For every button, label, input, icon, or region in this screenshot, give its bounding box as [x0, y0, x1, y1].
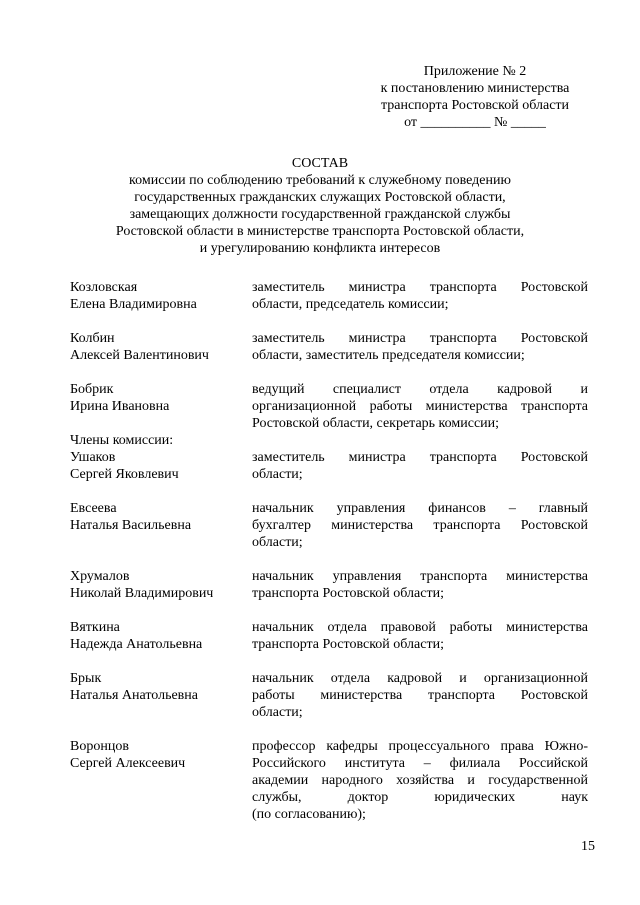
appendix-ministry: транспорта Ростовской области	[380, 98, 570, 113]
role-line: области;	[252, 705, 303, 720]
role-line: области;	[252, 467, 303, 482]
role-line: Ростовской области, секретарь комиссии;	[252, 416, 500, 431]
member-row	[70, 670, 588, 721]
role-line: организационной работы министерства транспорта	[252, 399, 588, 414]
member-role	[252, 619, 588, 653]
member-row	[70, 330, 588, 364]
member-given-names: Надежда Анатольевна	[70, 637, 203, 652]
member-surname: Воронцов	[70, 739, 129, 754]
member-surname: Вяткина	[70, 620, 120, 635]
title-line: Ростовской области в министерстве транспорта Ростовской области,	[115, 224, 525, 239]
member-row	[70, 738, 588, 823]
role-line: профессор кафедры процессуального права Южно-	[252, 739, 588, 754]
member-name	[70, 670, 252, 721]
member-given-names: Сергей Алексеевич	[70, 756, 186, 771]
member-given-names: Ирина Ивановна	[70, 399, 170, 414]
role-line: работы министерства транспорта Ростовской	[252, 688, 588, 703]
member-given-names: Алексей Валентинович	[70, 348, 209, 363]
member-role	[252, 670, 588, 721]
member-role	[252, 568, 588, 602]
member-name	[70, 381, 252, 432]
role-line: начальник отдела кадровой и организационной	[252, 671, 588, 686]
member-name	[70, 449, 252, 483]
member-surname: Бобрик	[70, 382, 114, 397]
member-row	[70, 500, 588, 551]
title-line: государственных гражданских служащих Ростовской области,	[134, 190, 506, 205]
role-line: ведущий специалист отдела кадровой и	[252, 382, 588, 397]
appendix-date-number: от __________ № _____	[404, 115, 546, 130]
member-role	[252, 330, 588, 364]
title-line: комиссии по соблюдению требований к служебному поведению	[129, 173, 511, 188]
member-name	[70, 619, 252, 653]
member-given-names: Николай Владимирович	[70, 586, 214, 601]
member-row	[70, 568, 588, 602]
commission-members	[70, 279, 588, 823]
member-given-names: Наталья Анатольевна	[70, 688, 199, 703]
member-given-names: Елена Владимировна	[70, 297, 197, 312]
member-row	[70, 619, 588, 653]
member-surname: Брык	[70, 671, 102, 686]
member-given-names: Наталья Васильевна	[70, 518, 192, 533]
member-name	[70, 330, 252, 364]
member-role	[252, 738, 588, 823]
member-row	[70, 381, 588, 432]
member-name	[70, 279, 252, 313]
role-line: области;	[252, 535, 303, 550]
member-given-names: Сергей Яковлевич	[70, 467, 179, 482]
role-line: (по согласованию);	[252, 807, 366, 822]
page-number: 15	[581, 839, 595, 854]
member-role	[252, 500, 588, 551]
member-role	[252, 381, 588, 432]
member-surname: Ушаков	[70, 450, 116, 465]
member-name	[70, 738, 252, 823]
role-line: начальник отдела правовой работы министерства	[252, 620, 588, 635]
role-line: транспорта Ростовской области;	[252, 637, 444, 652]
member-row	[70, 449, 588, 483]
role-line: заместитель министра транспорта Ростовской	[252, 280, 588, 295]
member-surname: Колбин	[70, 331, 115, 346]
member-role	[252, 279, 588, 313]
role-line: службы, доктор юридических наук	[252, 790, 588, 805]
role-line: заместитель министра транспорта Ростовской	[252, 450, 588, 465]
role-line: академии народного хозяйства и государственной	[252, 773, 588, 788]
member-role	[252, 449, 588, 483]
member-row	[70, 279, 588, 313]
role-line: Российского института – филиала Российской	[252, 756, 588, 771]
role-line: начальник управления транспорта министерства	[252, 569, 588, 584]
title-main: СОСТАВ	[291, 156, 349, 171]
role-line: транспорта Ростовской области;	[252, 586, 444, 601]
title-line: замещающих должности государственной гражданской службы	[129, 207, 511, 222]
member-name	[70, 568, 252, 602]
role-line: заместитель министра транспорта Ростовской	[252, 331, 588, 346]
role-line: начальник управления финансов – главный	[252, 501, 588, 516]
title-line: и урегулированию конфликта интересов	[199, 241, 441, 256]
member-surname: Козловская	[70, 280, 138, 295]
member-surname: Евсеева	[70, 501, 117, 516]
member-name	[70, 500, 252, 551]
role-line: бухгалтер министерства транспорта Ростовской	[252, 518, 588, 533]
role-line: области, председатель комиссии;	[252, 297, 449, 312]
document-title	[60, 155, 580, 257]
appendix-resolution: к постановлению министерства	[380, 81, 570, 96]
appendix-header	[365, 63, 585, 131]
appendix-number: Приложение № 2	[423, 64, 527, 79]
members-label: Члены комиссии:	[70, 433, 174, 448]
role-line: области, заместитель председателя комиссии;	[252, 348, 525, 363]
member-surname: Хрумалов	[70, 569, 130, 584]
